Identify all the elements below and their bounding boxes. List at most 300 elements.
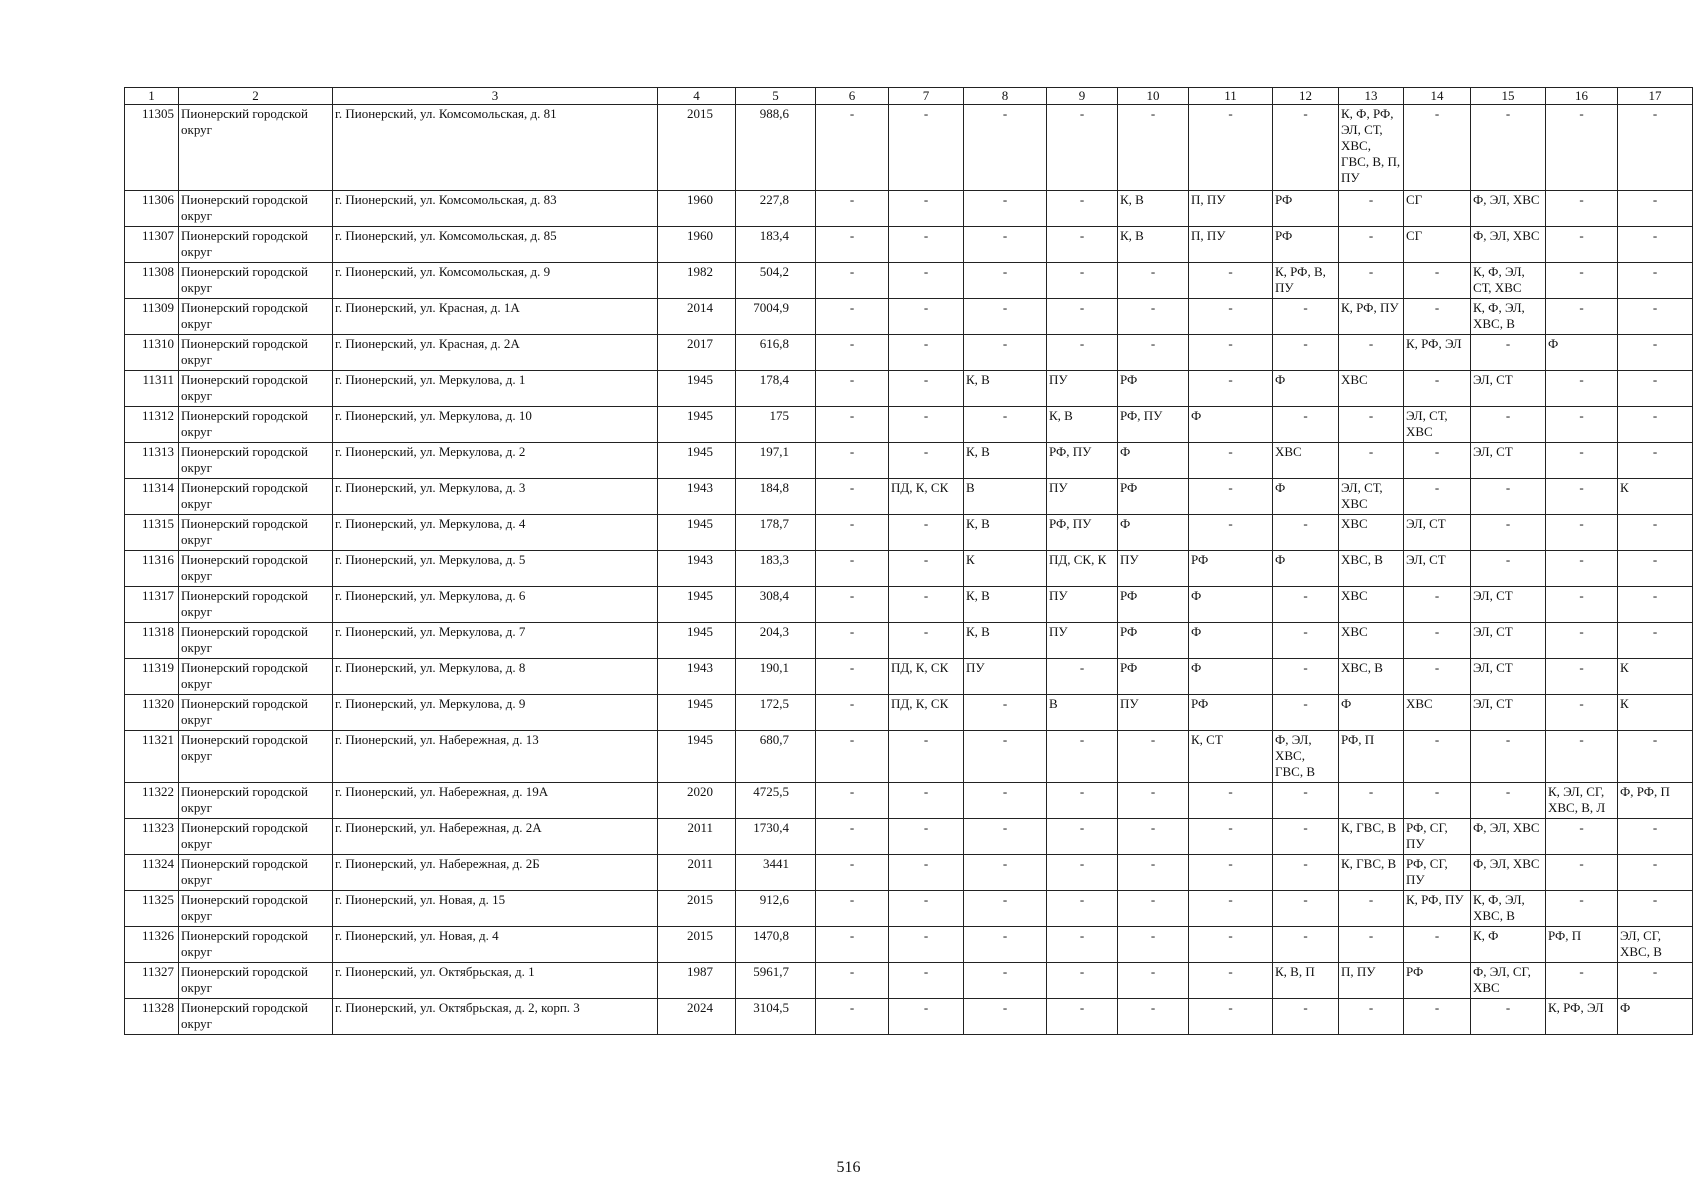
table-cell-col-14: ЭЛ, СТ: [1404, 551, 1471, 587]
table-cell-col-11: РФ: [1189, 695, 1273, 731]
table-cell-col-7: -: [889, 191, 964, 227]
table-cell-col-8: К, В: [964, 515, 1047, 551]
table-cell-col-2: Пионерский городской округ: [179, 587, 333, 623]
table-cell-col-6: -: [816, 407, 889, 443]
table-cell-col-9: ПУ: [1047, 479, 1118, 515]
table-row: [125, 783, 1693, 819]
table-cell-col-9: -: [1047, 783, 1118, 819]
table-cell-col-7: -: [889, 783, 964, 819]
table-cell-col-6: -: [816, 783, 889, 819]
table-cell-col-12: РФ: [1273, 227, 1339, 263]
table-cell-col-8: -: [964, 299, 1047, 335]
table-cell-col-16: -: [1546, 855, 1618, 891]
table-cell-col-11: -: [1189, 515, 1273, 551]
table-cell-col-7: -: [889, 623, 964, 659]
table-cell-col-1: 11324: [125, 855, 179, 891]
table-cell-col-12: -: [1273, 659, 1339, 695]
table-cell-col-3: г. Пионерский, ул. Комсомольская, д. 85: [333, 227, 658, 263]
table-cell-col-9: ПД, СК, К: [1047, 551, 1118, 587]
table-cell-col-7: -: [889, 105, 964, 191]
table-cell-col-9: ПУ: [1047, 587, 1118, 623]
table-cell-col-8: -: [964, 191, 1047, 227]
table-cell-col-12: -: [1273, 515, 1339, 551]
table-cell-col-16: -: [1546, 443, 1618, 479]
table-cell-col-8: -: [964, 263, 1047, 299]
table-cell-col-3: г. Пионерский, ул. Красная, д. 2А: [333, 335, 658, 371]
table-cell-col-14: -: [1404, 263, 1471, 299]
table-cell-col-8: К: [964, 551, 1047, 587]
table-cell-col-1: 11316: [125, 551, 179, 587]
table-cell-col-3: г. Пионерский, ул. Комсомольская, д. 81: [333, 105, 658, 191]
table-cell-col-15: -: [1471, 335, 1546, 371]
table-cell-col-6: -: [816, 695, 889, 731]
table-cell-col-3: г. Пионерский, ул. Меркулова, д. 5: [333, 551, 658, 587]
table-cell-col-5: 184,8: [736, 479, 816, 515]
column-header-10: 10: [1118, 88, 1189, 105]
table-cell-col-13: Ф: [1339, 695, 1404, 731]
table-cell-col-17: -: [1618, 587, 1693, 623]
table-cell-col-13: -: [1339, 443, 1404, 479]
table-cell-col-13: ЭЛ, СТ, ХВС: [1339, 479, 1404, 515]
table-cell-col-9: К, В: [1047, 407, 1118, 443]
table-cell-col-11: -: [1189, 371, 1273, 407]
table-cell-col-11: -: [1189, 299, 1273, 335]
table-cell-col-16: -: [1546, 227, 1618, 263]
table-cell-col-14: ЭЛ, СТ, ХВС: [1404, 407, 1471, 443]
table-cell-col-12: -: [1273, 623, 1339, 659]
table-cell-col-10: -: [1118, 927, 1189, 963]
table-cell-col-17: -: [1618, 963, 1693, 999]
table-cell-col-11: РФ: [1189, 551, 1273, 587]
table-row: [125, 479, 1693, 515]
table-cell-col-11: -: [1189, 263, 1273, 299]
table-cell-col-15: -: [1471, 105, 1546, 191]
table-cell-col-5: 183,4: [736, 227, 816, 263]
table-cell-col-11: -: [1189, 963, 1273, 999]
table-cell-col-2: Пионерский городской округ: [179, 783, 333, 819]
table-cell-col-17: -: [1618, 227, 1693, 263]
table-cell-col-6: -: [816, 551, 889, 587]
table-cell-col-14: -: [1404, 371, 1471, 407]
table-cell-col-7: -: [889, 891, 964, 927]
table-cell-col-11: -: [1189, 855, 1273, 891]
table-cell-col-17: -: [1618, 443, 1693, 479]
table-cell-col-4: 1945: [658, 695, 736, 731]
table-cell-col-15: ЭЛ, СТ: [1471, 659, 1546, 695]
table-cell-col-13: ХВС: [1339, 587, 1404, 623]
table-row: [125, 263, 1693, 299]
column-header-8: 8: [964, 88, 1047, 105]
table-cell-col-2: Пионерский городской округ: [179, 855, 333, 891]
table-cell-col-1: 11317: [125, 587, 179, 623]
table-cell-col-10: РФ, ПУ: [1118, 407, 1189, 443]
table-cell-col-1: 11325: [125, 891, 179, 927]
table-cell-col-4: 1945: [658, 623, 736, 659]
table-cell-col-5: 504,2: [736, 263, 816, 299]
table-cell-col-13: К, ГВС, В: [1339, 855, 1404, 891]
table-cell-col-5: 3441: [736, 855, 816, 891]
table-cell-col-6: -: [816, 927, 889, 963]
table-cell-col-12: -: [1273, 819, 1339, 855]
table-cell-col-17: -: [1618, 335, 1693, 371]
table-cell-col-1: 11307: [125, 227, 179, 263]
table-cell-col-5: 183,3: [736, 551, 816, 587]
table-cell-col-8: К, В: [964, 623, 1047, 659]
table-cell-col-15: К, Ф, ЭЛ, СТ, ХВС: [1471, 263, 1546, 299]
table-cell-col-16: -: [1546, 587, 1618, 623]
table-cell-col-5: 175: [736, 407, 816, 443]
table-cell-col-6: -: [816, 299, 889, 335]
table-cell-col-3: г. Пионерский, ул. Меркулова, д. 7: [333, 623, 658, 659]
table-cell-col-13: -: [1339, 783, 1404, 819]
table-cell-col-7: -: [889, 963, 964, 999]
table-cell-col-1: 11326: [125, 927, 179, 963]
table-cell-col-6: -: [816, 659, 889, 695]
table-cell-col-14: -: [1404, 659, 1471, 695]
table-cell-col-11: -: [1189, 999, 1273, 1035]
table-cell-col-15: -: [1471, 783, 1546, 819]
table-cell-col-15: -: [1471, 999, 1546, 1035]
table-cell-col-4: 1960: [658, 191, 736, 227]
table-cell-col-10: ПУ: [1118, 551, 1189, 587]
table-cell-col-10: -: [1118, 731, 1189, 783]
table-cell-col-15: -: [1471, 479, 1546, 515]
table-cell-col-11: -: [1189, 105, 1273, 191]
table-cell-col-2: Пионерский городской округ: [179, 551, 333, 587]
table-cell-col-1: 11306: [125, 191, 179, 227]
table-cell-col-6: -: [816, 891, 889, 927]
table-cell-col-10: РФ: [1118, 371, 1189, 407]
table-row: [125, 371, 1693, 407]
table-cell-col-4: 1945: [658, 407, 736, 443]
table-cell-col-9: -: [1047, 299, 1118, 335]
table-cell-col-13: К, ГВС, В: [1339, 819, 1404, 855]
table-cell-col-17: ЭЛ, СГ, ХВС, В: [1618, 927, 1693, 963]
table-cell-col-13: -: [1339, 335, 1404, 371]
table-cell-col-17: Ф: [1618, 999, 1693, 1035]
table-cell-col-3: г. Пионерский, ул. Меркулова, д. 3: [333, 479, 658, 515]
table-cell-col-8: -: [964, 227, 1047, 263]
table-cell-col-6: -: [816, 999, 889, 1035]
table-cell-col-1: 11312: [125, 407, 179, 443]
table-cell-col-2: Пионерский городской округ: [179, 443, 333, 479]
table-cell-col-3: г. Пионерский, ул. Меркулова, д. 9: [333, 695, 658, 731]
table-cell-col-1: 11314: [125, 479, 179, 515]
table-cell-col-12: -: [1273, 587, 1339, 623]
table-cell-col-9: -: [1047, 263, 1118, 299]
table-cell-col-4: 2015: [658, 105, 736, 191]
table-cell-col-2: Пионерский городской округ: [179, 623, 333, 659]
table-cell-col-5: 1470,8: [736, 927, 816, 963]
table-cell-col-6: -: [816, 819, 889, 855]
table-cell-col-4: 1945: [658, 587, 736, 623]
table-cell-col-10: Ф: [1118, 515, 1189, 551]
table-cell-col-1: 11310: [125, 335, 179, 371]
table-cell-col-6: -: [816, 105, 889, 191]
table-cell-col-15: Ф, ЭЛ, СГ, ХВС: [1471, 963, 1546, 999]
table-row: [125, 855, 1693, 891]
table-cell-col-17: -: [1618, 263, 1693, 299]
table-cell-col-7: -: [889, 587, 964, 623]
table-cell-col-16: Ф: [1546, 335, 1618, 371]
table-cell-col-5: 190,1: [736, 659, 816, 695]
table-row: [125, 999, 1693, 1035]
table-cell-col-15: ЭЛ, СТ: [1471, 587, 1546, 623]
table-row: [125, 891, 1693, 927]
table-cell-col-8: -: [964, 927, 1047, 963]
table-cell-col-15: Ф, ЭЛ, ХВС: [1471, 227, 1546, 263]
table-cell-col-10: РФ: [1118, 623, 1189, 659]
table-cell-col-10: -: [1118, 819, 1189, 855]
table-cell-col-9: РФ, ПУ: [1047, 443, 1118, 479]
table-row: [125, 695, 1693, 731]
table-cell-col-10: -: [1118, 855, 1189, 891]
table-cell-col-12: Ф: [1273, 479, 1339, 515]
table-cell-col-17: -: [1618, 731, 1693, 783]
table-cell-col-11: К, СТ: [1189, 731, 1273, 783]
table-cell-col-10: -: [1118, 891, 1189, 927]
table-cell-col-13: П, ПУ: [1339, 963, 1404, 999]
table-cell-col-1: 11320: [125, 695, 179, 731]
table-cell-col-9: -: [1047, 999, 1118, 1035]
table-cell-col-6: -: [816, 443, 889, 479]
table-cell-col-16: К, ЭЛ, СГ, ХВС, В, Л: [1546, 783, 1618, 819]
table-cell-col-6: -: [816, 623, 889, 659]
table-cell-col-10: РФ: [1118, 479, 1189, 515]
table-cell-col-9: ПУ: [1047, 623, 1118, 659]
table-cell-col-7: ПД, К, СК: [889, 479, 964, 515]
table-row: [125, 443, 1693, 479]
table-cell-col-1: 11308: [125, 263, 179, 299]
table-cell-col-15: Ф, ЭЛ, ХВС: [1471, 191, 1546, 227]
table-cell-col-4: 1943: [658, 479, 736, 515]
table-cell-col-17: -: [1618, 855, 1693, 891]
table-cell-col-14: РФ: [1404, 963, 1471, 999]
table-cell-col-5: 4725,5: [736, 783, 816, 819]
table-cell-col-4: 1945: [658, 443, 736, 479]
table-cell-col-14: СГ: [1404, 191, 1471, 227]
table-cell-col-8: -: [964, 891, 1047, 927]
table-cell-col-16: -: [1546, 659, 1618, 695]
table-cell-col-11: Ф: [1189, 587, 1273, 623]
table-cell-col-14: -: [1404, 479, 1471, 515]
table-cell-col-2: Пионерский городской округ: [179, 927, 333, 963]
table-cell-col-1: 11319: [125, 659, 179, 695]
table-row: [125, 105, 1693, 191]
table-cell-col-11: Ф: [1189, 407, 1273, 443]
table-cell-col-4: 1960: [658, 227, 736, 263]
table-cell-col-15: ЭЛ, СТ: [1471, 443, 1546, 479]
table-cell-col-13: РФ, П: [1339, 731, 1404, 783]
table-row: [125, 659, 1693, 695]
table-cell-col-8: -: [964, 855, 1047, 891]
table-cell-col-5: 227,8: [736, 191, 816, 227]
table-cell-col-3: г. Пионерский, ул. Набережная, д. 19А: [333, 783, 658, 819]
table-cell-col-13: ХВС: [1339, 515, 1404, 551]
table-cell-col-3: г. Пионерский, ул. Меркулова, д. 8: [333, 659, 658, 695]
table-cell-col-4: 1982: [658, 263, 736, 299]
table-cell-col-11: -: [1189, 443, 1273, 479]
table-cell-col-3: г. Пионерский, ул. Набережная, д. 2А: [333, 819, 658, 855]
table-cell-col-12: РФ: [1273, 191, 1339, 227]
table-cell-col-13: ХВС: [1339, 623, 1404, 659]
column-header-3: 3: [333, 88, 658, 105]
table-row: [125, 191, 1693, 227]
table-cell-col-4: 2024: [658, 999, 736, 1035]
table-cell-col-10: К, В: [1118, 191, 1189, 227]
table-row: [125, 623, 1693, 659]
table-row: [125, 927, 1693, 963]
table-cell-col-10: -: [1118, 335, 1189, 371]
table-cell-col-7: ПД, К, СК: [889, 695, 964, 731]
table-cell-col-6: -: [816, 963, 889, 999]
table-cell-col-4: 1945: [658, 371, 736, 407]
table-cell-col-11: -: [1189, 819, 1273, 855]
table-cell-col-10: -: [1118, 963, 1189, 999]
table-cell-col-8: К, В: [964, 371, 1047, 407]
table-cell-col-8: -: [964, 963, 1047, 999]
table-cell-col-12: К, В, П: [1273, 963, 1339, 999]
table-cell-col-2: Пионерский городской округ: [179, 479, 333, 515]
table-cell-col-3: г. Пионерский, ул. Меркулова, д. 1: [333, 371, 658, 407]
table-cell-col-2: Пионерский городской округ: [179, 891, 333, 927]
table-cell-col-5: 204,3: [736, 623, 816, 659]
table-cell-col-11: П, ПУ: [1189, 227, 1273, 263]
table-cell-col-13: -: [1339, 891, 1404, 927]
table-cell-col-10: -: [1118, 105, 1189, 191]
table-cell-col-8: -: [964, 999, 1047, 1035]
table-cell-col-6: -: [816, 263, 889, 299]
table-cell-col-5: 172,5: [736, 695, 816, 731]
table-cell-col-4: 1987: [658, 963, 736, 999]
table-cell-col-4: 1943: [658, 551, 736, 587]
table-cell-col-7: ПД, К, СК: [889, 659, 964, 695]
table-cell-col-7: -: [889, 731, 964, 783]
table-cell-col-15: К, Ф, ЭЛ, ХВС, В: [1471, 299, 1546, 335]
table-cell-col-14: -: [1404, 587, 1471, 623]
table-cell-col-15: Ф, ЭЛ, ХВС: [1471, 855, 1546, 891]
table-cell-col-3: г. Пионерский, ул. Набережная, д. 13: [333, 731, 658, 783]
table-cell-col-4: 1945: [658, 731, 736, 783]
table-cell-col-10: РФ: [1118, 659, 1189, 695]
table-cell-col-10: Ф: [1118, 443, 1189, 479]
table-row: [125, 299, 1693, 335]
table-cell-col-7: -: [889, 227, 964, 263]
table-cell-col-16: -: [1546, 623, 1618, 659]
table-cell-col-14: -: [1404, 105, 1471, 191]
table-cell-col-14: -: [1404, 999, 1471, 1035]
table-cell-col-3: г. Пионерский, ул. Меркулова, д. 2: [333, 443, 658, 479]
table-cell-col-7: -: [889, 407, 964, 443]
table-cell-col-9: -: [1047, 335, 1118, 371]
table-cell-col-8: -: [964, 819, 1047, 855]
table-cell-col-10: -: [1118, 299, 1189, 335]
table-cell-col-12: -: [1273, 855, 1339, 891]
table-cell-col-14: РФ, СГ, ПУ: [1404, 819, 1471, 855]
table-cell-col-12: -: [1273, 927, 1339, 963]
table-cell-col-8: -: [964, 731, 1047, 783]
capital-repair-table: [124, 87, 1693, 1035]
table-cell-col-12: Ф, ЭЛ, ХВС, ГВС, В: [1273, 731, 1339, 783]
table-cell-col-2: Пионерский городской округ: [179, 191, 333, 227]
table-cell-col-2: Пионерский городской округ: [179, 371, 333, 407]
table-cell-col-9: ПУ: [1047, 371, 1118, 407]
table-cell-col-2: Пионерский городской округ: [179, 963, 333, 999]
table-cell-col-12: ХВС: [1273, 443, 1339, 479]
table-cell-col-16: -: [1546, 191, 1618, 227]
table-cell-col-5: 178,7: [736, 515, 816, 551]
table-row: [125, 587, 1693, 623]
table-cell-col-13: -: [1339, 191, 1404, 227]
table-cell-col-1: 11315: [125, 515, 179, 551]
table-header-row: [125, 88, 1693, 105]
table-cell-col-15: -: [1471, 407, 1546, 443]
table-cell-col-10: ПУ: [1118, 695, 1189, 731]
table-cell-col-6: -: [816, 335, 889, 371]
table-cell-col-1: 11318: [125, 623, 179, 659]
table-cell-col-15: ЭЛ, СТ: [1471, 371, 1546, 407]
table-cell-col-9: -: [1047, 731, 1118, 783]
table-cell-col-4: 1943: [658, 659, 736, 695]
table-cell-col-2: Пионерский городской округ: [179, 299, 333, 335]
table-cell-col-14: -: [1404, 443, 1471, 479]
table-cell-col-16: -: [1546, 105, 1618, 191]
table-cell-col-6: -: [816, 855, 889, 891]
table-cell-col-3: г. Пионерский, ул. Октябрьская, д. 2, корп. 3: [333, 999, 658, 1035]
table-cell-col-12: Ф: [1273, 371, 1339, 407]
column-header-13: 13: [1339, 88, 1404, 105]
table-cell-col-2: Пионерский городской округ: [179, 407, 333, 443]
table-cell-col-2: Пионерский городской округ: [179, 659, 333, 695]
table-cell-col-1: 11305: [125, 105, 179, 191]
table-cell-col-1: 11328: [125, 999, 179, 1035]
column-header-9: 9: [1047, 88, 1118, 105]
table-cell-col-5: 1730,4: [736, 819, 816, 855]
table-cell-col-13: -: [1339, 999, 1404, 1035]
table-cell-col-3: г. Пионерский, ул. Комсомольская, д. 9: [333, 263, 658, 299]
table-cell-col-9: -: [1047, 659, 1118, 695]
table-cell-col-17: -: [1618, 191, 1693, 227]
table-cell-col-7: -: [889, 999, 964, 1035]
table-cell-col-15: ЭЛ, СТ: [1471, 623, 1546, 659]
table-cell-col-3: г. Пионерский, ул. Меркулова, д. 4: [333, 515, 658, 551]
table-cell-col-6: -: [816, 371, 889, 407]
table-cell-col-8: К, В: [964, 443, 1047, 479]
table-cell-col-5: 988,6: [736, 105, 816, 191]
column-header-2: 2: [179, 88, 333, 105]
table-cell-col-14: СГ: [1404, 227, 1471, 263]
table-cell-col-5: 5961,7: [736, 963, 816, 999]
table-cell-col-9: -: [1047, 819, 1118, 855]
table-cell-col-10: -: [1118, 999, 1189, 1035]
table-cell-col-1: 11322: [125, 783, 179, 819]
table-cell-col-9: В: [1047, 695, 1118, 731]
table-cell-col-5: 7004,9: [736, 299, 816, 335]
table-cell-col-14: ХВС: [1404, 695, 1471, 731]
table-cell-col-17: -: [1618, 105, 1693, 191]
table-cell-col-14: К, РФ, ПУ: [1404, 891, 1471, 927]
table-cell-col-14: -: [1404, 623, 1471, 659]
table-cell-col-5: 912,6: [736, 891, 816, 927]
table-cell-col-5: 178,4: [736, 371, 816, 407]
table-cell-col-14: ЭЛ, СТ: [1404, 515, 1471, 551]
table-cell-col-17: -: [1618, 407, 1693, 443]
table-row: [125, 515, 1693, 551]
table-cell-col-4: 2011: [658, 819, 736, 855]
table-cell-col-8: ПУ: [964, 659, 1047, 695]
table-cell-col-10: К, В: [1118, 227, 1189, 263]
table-cell-col-9: -: [1047, 963, 1118, 999]
